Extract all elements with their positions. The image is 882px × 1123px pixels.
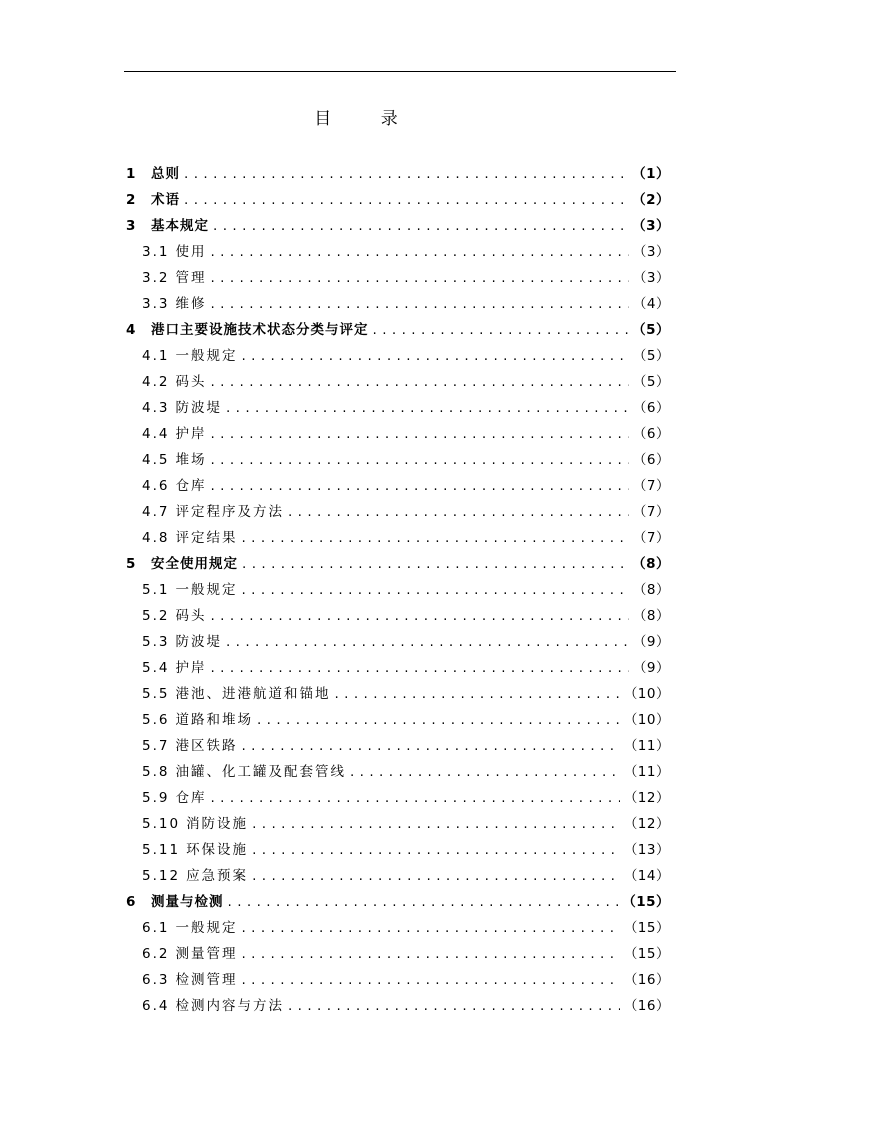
toc-entry-title: 总则 — [151, 166, 180, 182]
toc-entry[interactable] — [124, 889, 670, 915]
toc-entry-number: 4.1 — [142, 348, 170, 364]
toc-entry[interactable] — [124, 629, 670, 655]
toc-dot-leader — [252, 863, 620, 889]
toc-entry-page: （15） — [623, 946, 670, 962]
toc-dot-leader — [210, 421, 628, 447]
toc-entry-page: （5） — [632, 348, 670, 364]
toc-entry-number: 5.12 — [142, 868, 181, 884]
toc-entry-number: 5.3 — [142, 634, 170, 650]
toc-entry[interactable] — [124, 655, 670, 681]
toc-entry-page: （2） — [632, 192, 670, 208]
toc-entry-page: （10） — [623, 712, 670, 728]
toc-dot-leader — [210, 473, 628, 499]
toc-entry[interactable] — [124, 993, 670, 1019]
toc-entry-page: （1） — [632, 166, 670, 182]
toc-entry-title: 消防设施 — [186, 816, 249, 832]
toc-entry-page: （5） — [632, 374, 670, 390]
toc-entry-page: （13） — [623, 842, 670, 858]
toc-entry-title: 一般规定 — [175, 582, 238, 598]
toc-entry-number: 5.2 — [142, 608, 170, 624]
toc-entry-number: 4.3 — [142, 400, 170, 416]
toc-entry[interactable] — [124, 161, 670, 187]
toc-dot-leader — [241, 577, 628, 603]
toc-entry-number: 5.5 — [142, 686, 170, 702]
toc-list — [124, 161, 670, 1019]
toc-entry-title: 术语 — [151, 192, 180, 208]
toc-dot-leader — [241, 915, 619, 941]
toc-entry-page: （11） — [623, 764, 670, 780]
toc-entry-page: （16） — [623, 972, 670, 988]
toc-entry-title: 护岸 — [175, 660, 207, 676]
toc-dot-leader — [210, 265, 628, 291]
toc-entry-title: 道路和堆场 — [175, 712, 253, 728]
toc-entry-number: 4.7 — [142, 504, 170, 520]
toc-entry-page: （16） — [623, 998, 670, 1014]
toc-dot-leader — [210, 785, 619, 811]
toc-entry-number: 4.8 — [142, 530, 170, 546]
toc-entry[interactable] — [124, 265, 670, 291]
toc-entry-title: 仓库 — [175, 478, 207, 494]
toc-entry-number: 5.6 — [142, 712, 170, 728]
toc-entry-page: （12） — [623, 790, 670, 806]
toc-entry-number: 6.1 — [142, 920, 170, 936]
toc-dot-leader — [288, 499, 629, 525]
toc-entry-title: 港区铁路 — [175, 738, 238, 754]
toc-dot-leader — [252, 811, 620, 837]
toc-entry-page: （4） — [632, 296, 670, 312]
toc-entry[interactable] — [124, 967, 670, 993]
toc-entry[interactable] — [124, 577, 670, 603]
toc-entry-page: （14） — [623, 868, 670, 884]
toc-entry-title: 仓库 — [175, 790, 207, 806]
toc-entry-number: 4.6 — [142, 478, 170, 494]
toc-dot-leader — [213, 213, 628, 239]
toc-entry[interactable] — [124, 525, 670, 551]
toc-entry[interactable] — [124, 863, 670, 889]
toc-dot-leader — [288, 993, 620, 1019]
toc-dot-leader — [210, 239, 628, 265]
toc-entry-number: 3 — [126, 218, 137, 234]
toc-entry[interactable] — [124, 291, 670, 317]
toc-entry-title: 测量管理 — [175, 946, 238, 962]
toc-entry-number: 5.11 — [142, 842, 181, 858]
toc-entry-title: 防波堤 — [175, 634, 222, 650]
toc-entry-number: 5 — [126, 556, 137, 572]
toc-entry-title: 堆场 — [175, 452, 207, 468]
toc-entry[interactable] — [124, 317, 670, 343]
toc-entry-number: 4.4 — [142, 426, 170, 442]
toc-entry-title: 防波堤 — [175, 400, 222, 416]
toc-entry-page: （7） — [632, 530, 670, 546]
toc-dot-leader — [210, 655, 628, 681]
toc-entry-title: 使用 — [175, 244, 207, 260]
toc-dot-leader — [210, 369, 628, 395]
toc-entry-number: 1 — [126, 166, 137, 182]
toc-entry-title: 安全使用规定 — [151, 556, 238, 572]
toc-entry-title: 评定结果 — [175, 530, 238, 546]
toc-entry[interactable] — [124, 915, 670, 941]
toc-entry-title: 港池、进港航道和锚地 — [175, 686, 331, 702]
toc-entry-number: 6.3 — [142, 972, 170, 988]
toc-entry-title: 基本规定 — [151, 218, 209, 234]
toc-entry-title: 检测内容与方法 — [175, 998, 284, 1014]
toc-dot-leader — [252, 837, 620, 863]
toc-dot-leader — [226, 395, 629, 421]
toc-entry-title: 油罐、化工罐及配套管线 — [175, 764, 346, 780]
toc-entry-number: 5.1 — [142, 582, 170, 598]
toc-entry-page: （8） — [632, 582, 670, 598]
toc-entry-number: 3.2 — [142, 270, 170, 286]
toc-entry-page: （8） — [632, 608, 670, 624]
toc-dot-leader — [210, 603, 628, 629]
toc-entry[interactable] — [124, 499, 670, 525]
toc-entry-page: （5） — [632, 322, 670, 338]
toc-entry[interactable] — [124, 837, 670, 863]
toc-entry-number: 5.8 — [142, 764, 170, 780]
toc-entry-page: （6） — [632, 452, 670, 468]
toc-entry-number: 4.5 — [142, 452, 170, 468]
toc-entry-title: 应急预案 — [186, 868, 249, 884]
toc-entry[interactable] — [124, 759, 670, 785]
toc-entry[interactable] — [124, 733, 670, 759]
toc-entry-title: 护岸 — [175, 426, 207, 442]
toc-entry-page: （3） — [632, 270, 670, 286]
toc-entry[interactable] — [124, 473, 670, 499]
toc-entry[interactable] — [124, 395, 670, 421]
toc-dot-leader — [257, 707, 620, 733]
toc-dot-leader — [184, 161, 628, 187]
toc-entry-title: 管理 — [175, 270, 207, 286]
toc-entry-title: 评定程序及方法 — [175, 504, 284, 520]
toc-entry-number: 6 — [126, 894, 137, 910]
toc-entry[interactable] — [124, 785, 670, 811]
toc-entry-title: 码头 — [175, 608, 207, 624]
toc-dot-leader — [373, 317, 629, 343]
toc-entry-title: 一般规定 — [175, 348, 238, 364]
toc-entry-number: 4 — [126, 322, 137, 338]
toc-entry[interactable] — [124, 941, 670, 967]
toc-entry-title: 码头 — [175, 374, 207, 390]
toc-entry-number: 5.4 — [142, 660, 170, 676]
toc-dot-leader — [228, 889, 619, 915]
toc-entry-number: 5.7 — [142, 738, 170, 754]
toc-entry-page: （6） — [632, 426, 670, 442]
toc-entry-title: 一般规定 — [175, 920, 238, 936]
toc-entry-page: （9） — [632, 660, 670, 676]
toc-entry-title: 环保设施 — [186, 842, 249, 858]
toc-entry-page: （3） — [632, 244, 670, 260]
toc-entry-page: （15） — [622, 894, 670, 910]
toc-entry[interactable] — [124, 213, 670, 239]
toc-entry[interactable] — [124, 421, 670, 447]
toc-entry[interactable] — [124, 239, 670, 265]
toc-entry[interactable] — [124, 551, 670, 577]
toc-dot-leader — [210, 447, 628, 473]
toc-entry[interactable] — [124, 187, 670, 213]
header-rule — [124, 71, 676, 72]
toc-dot-leader — [241, 967, 619, 993]
toc-entry-title: 测量与检测 — [151, 894, 224, 910]
toc-entry-number: 4.2 — [142, 374, 170, 390]
toc-entry-page: （11） — [623, 738, 670, 754]
toc-entry-title: 检测管理 — [175, 972, 238, 988]
toc-dot-leader — [184, 187, 628, 213]
toc-entry-page: （8） — [632, 556, 670, 572]
toc-dot-leader — [242, 551, 628, 577]
toc-dot-leader — [226, 629, 629, 655]
toc-entry[interactable] — [124, 447, 670, 473]
toc-entry-page: （6） — [632, 400, 670, 416]
toc-entry-page: （3） — [632, 218, 670, 234]
toc-dot-leader — [334, 681, 619, 707]
toc-entry[interactable] — [124, 681, 670, 707]
toc-entry[interactable] — [124, 811, 670, 837]
toc-entry-number: 5.10 — [142, 816, 181, 832]
toc-entry-page: （12） — [623, 816, 670, 832]
toc-title: 目 录 — [314, 109, 420, 129]
toc-entry[interactable] — [124, 603, 670, 629]
toc-entry[interactable] — [124, 707, 670, 733]
toc-dot-leader — [241, 941, 619, 967]
toc-dot-leader — [350, 759, 620, 785]
toc-dot-leader — [241, 733, 619, 759]
toc-entry-page: （7） — [632, 478, 670, 494]
toc-entry-number: 6.4 — [142, 998, 170, 1014]
toc-dot-leader — [241, 343, 628, 369]
toc-dot-leader — [210, 291, 628, 317]
toc-entry[interactable] — [124, 369, 670, 395]
toc-entry-page: （9） — [632, 634, 670, 650]
toc-entry-title: 港口主要设施技术状态分类与评定 — [151, 322, 369, 338]
toc-entry-number: 5.9 — [142, 790, 170, 806]
toc-entry-number: 3.1 — [142, 244, 170, 260]
toc-entry-page: （15） — [623, 920, 670, 936]
toc-dot-leader — [241, 525, 628, 551]
toc-entry-title: 维修 — [175, 296, 207, 312]
toc-entry-number: 2 — [126, 192, 137, 208]
toc-entry-page: （10） — [623, 686, 670, 702]
toc-entry[interactable] — [124, 343, 670, 369]
toc-entry-number: 6.2 — [142, 946, 170, 962]
toc-entry-number: 3.3 — [142, 296, 170, 312]
toc-entry-page: （7） — [632, 504, 670, 520]
